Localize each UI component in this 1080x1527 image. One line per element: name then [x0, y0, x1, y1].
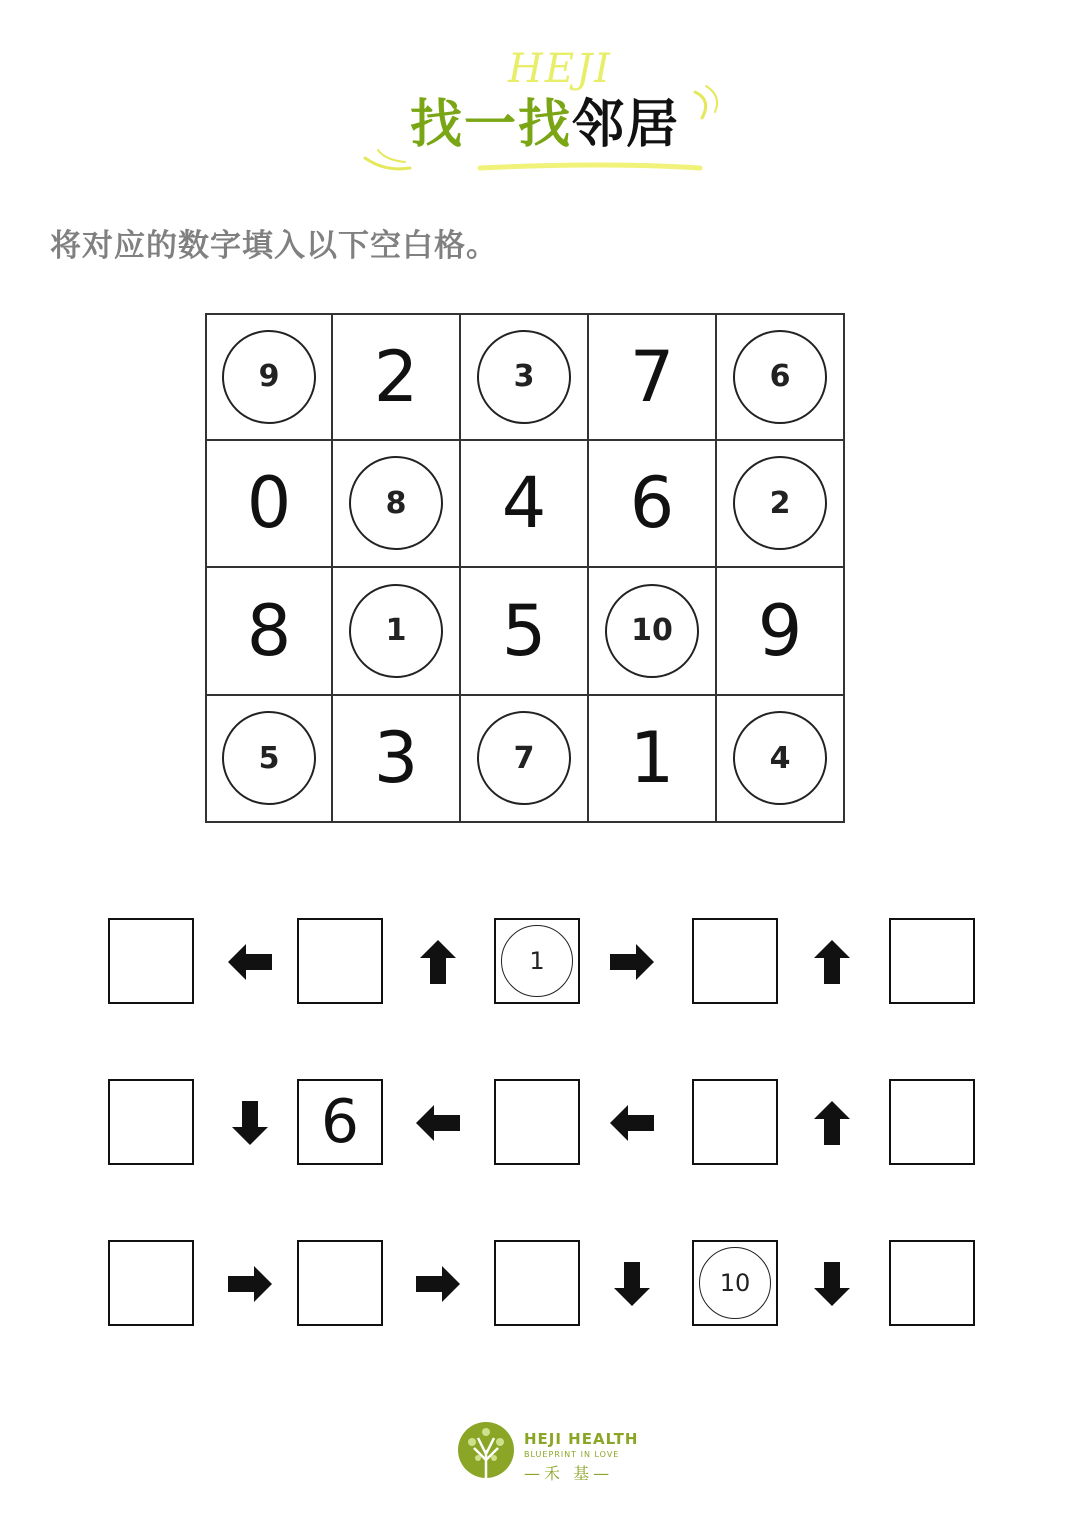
handwritten-number: 9: [757, 589, 803, 672]
number-grid: [205, 313, 845, 823]
answer-box-empty[interactable]: [108, 918, 194, 1004]
handwritten-number: 0: [246, 462, 292, 545]
arrow-down-icon: [606, 1258, 658, 1310]
puzzle-row: [0, 1240, 1080, 1330]
puzzle-row: [0, 918, 1080, 1008]
arrow-left-icon: [606, 1097, 658, 1149]
handwritten-number: 3: [373, 717, 419, 800]
circled-number: 10: [699, 1247, 771, 1319]
answer-box-given: [494, 918, 580, 1004]
circled-number: 6: [733, 330, 827, 424]
handwritten-number: 1: [629, 717, 675, 800]
answer-box-empty[interactable]: [494, 1240, 580, 1326]
arrow-down-icon: [806, 1258, 858, 1310]
brand-tagline: BLUEPRINT IN LOVE: [524, 1450, 620, 1459]
grid-cell: [717, 441, 845, 569]
circled-number: 4: [733, 711, 827, 805]
answer-box-empty[interactable]: [494, 1079, 580, 1165]
arrow-right-icon: [224, 1258, 276, 1310]
grid-cell: [333, 568, 461, 696]
circled-number: 1: [349, 584, 443, 678]
answer-box-given: [692, 1240, 778, 1326]
title-part-2: 找: [518, 95, 573, 155]
answer-box-empty[interactable]: [692, 1079, 778, 1165]
circled-number: 10: [605, 584, 699, 678]
handwritten-number: 4: [501, 462, 547, 545]
grid-cell: [333, 441, 461, 569]
title-part-1: 找一: [410, 95, 519, 155]
brand-chinese: —禾 基—: [524, 1464, 614, 1483]
circled-number: 9: [222, 330, 316, 424]
circled-number: 5: [222, 711, 316, 805]
page-title: [410, 82, 680, 157]
grid-cell: [717, 313, 845, 441]
grid-cell: [333, 696, 461, 824]
handwritten-number: 6: [320, 1087, 360, 1157]
handwritten-number: 2: [373, 335, 419, 418]
grid-cell: [205, 696, 333, 824]
grid-cell: [461, 441, 589, 569]
grid-cell: [589, 313, 717, 441]
circled-number: 7: [477, 711, 571, 805]
grid-cell: [589, 568, 717, 696]
grid-cell: [461, 313, 589, 441]
grid-cell: [205, 568, 333, 696]
handwritten-number: 8: [246, 589, 292, 672]
grid-cell: [461, 568, 589, 696]
grid-cell: [717, 696, 845, 824]
circled-number: 1: [501, 925, 573, 997]
handwritten-number: 5: [501, 589, 547, 672]
answer-box-empty[interactable]: [889, 1079, 975, 1165]
answer-box-empty[interactable]: [889, 918, 975, 1004]
brand-name: HEJI HEALTH: [524, 1430, 639, 1448]
arrow-down-icon: [224, 1097, 276, 1149]
grid-cell: [205, 313, 333, 441]
grid-cell: [461, 696, 589, 824]
grid-cell: [589, 441, 717, 569]
arrow-up-icon: [412, 936, 464, 988]
title-script: HEJI: [508, 46, 612, 92]
arrow-left-icon: [224, 936, 276, 988]
handwritten-number: 7: [629, 335, 675, 418]
answer-box-empty[interactable]: [889, 1240, 975, 1326]
tree-logo-icon: [452, 1420, 522, 1490]
arrow-left-icon: [412, 1097, 464, 1149]
answer-box-empty[interactable]: [297, 1240, 383, 1326]
arrow-right-icon: [606, 936, 658, 988]
instruction-text: 将对应的数字填入以下空白格。: [50, 228, 498, 264]
answer-box-given: [297, 1079, 383, 1165]
circled-number: 2: [733, 456, 827, 550]
grid-cell: [333, 313, 461, 441]
answer-box-empty[interactable]: [108, 1079, 194, 1165]
answer-box-empty[interactable]: [108, 1240, 194, 1326]
footer-logo: [452, 1420, 652, 1490]
handwritten-number: 6: [629, 462, 675, 545]
answer-box-empty[interactable]: [297, 918, 383, 1004]
answer-box-empty[interactable]: [692, 918, 778, 1004]
circled-number: 3: [477, 330, 571, 424]
grid-cell: [717, 568, 845, 696]
circled-number: 8: [349, 456, 443, 550]
header: [0, 0, 1080, 200]
arrow-up-icon: [806, 1097, 858, 1149]
arrow-up-icon: [806, 936, 858, 988]
title-part-3: 邻居: [572, 95, 681, 155]
arrow-right-icon: [412, 1258, 464, 1310]
puzzle-row: [0, 1079, 1080, 1169]
grid-cell: [205, 441, 333, 569]
grid-cell: [589, 696, 717, 824]
